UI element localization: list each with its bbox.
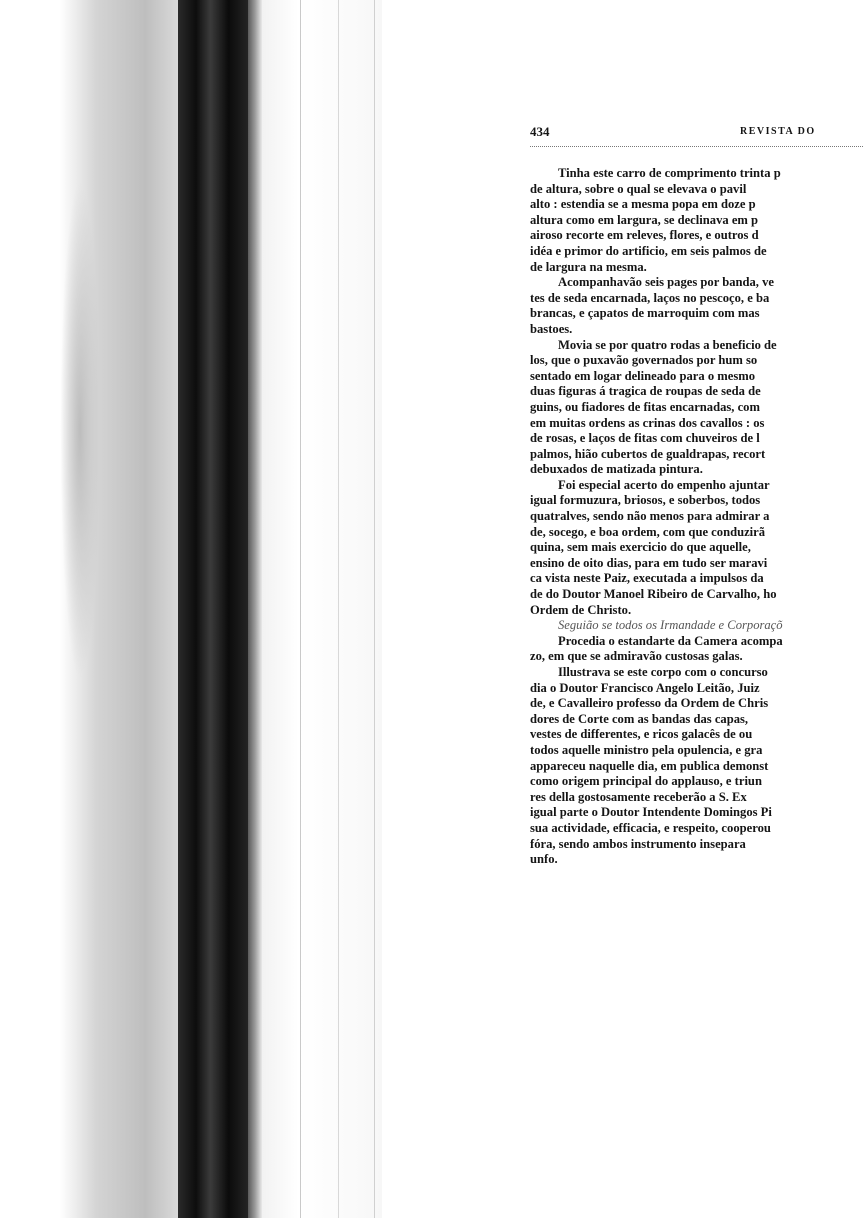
text-line: como origem principal do applauso, e triun bbox=[530, 774, 762, 789]
text-line: brancas, e çapatos de marroquim com mas bbox=[530, 306, 760, 321]
text-line: bastoes. bbox=[530, 321, 573, 336]
text-line: appareceu naquelle dia, em publica demonst bbox=[530, 758, 769, 773]
text-line: dia o Doutor Francisco Angelo Leitão, Juiz bbox=[530, 680, 760, 695]
text-line: zo, em que se admiravão custosas galas. bbox=[530, 649, 743, 664]
text-line: todos aquelle ministro pela opulencia, e gra bbox=[530, 742, 763, 757]
page-edge-line bbox=[300, 0, 301, 1218]
text-line: guins, ou fiadores de fitas encarnadas, com bbox=[530, 399, 760, 414]
text-line: de rosas, e laços de fitas com chuveiros de l bbox=[530, 431, 760, 446]
text-line: fóra, sendo ambos instrumento insepara bbox=[530, 836, 746, 851]
text-line: los, que o puxavão governados por hum so bbox=[530, 353, 758, 368]
text-line: ca vista neste Paiz, executada a impulsos da bbox=[530, 571, 764, 586]
text-line: quatralves, sendo não menos para admirar a bbox=[530, 509, 770, 524]
text-line: altura como em largura, se declinava em p bbox=[530, 212, 759, 227]
text-line: res della gostosamente receberão a S. Ex bbox=[530, 789, 747, 804]
page-edges bbox=[262, 0, 382, 1218]
text-line: debuxados de matizada pintura. bbox=[530, 462, 703, 477]
spine-edge bbox=[248, 0, 262, 1218]
text-line: Illustrava se este corpo com o concurso bbox=[558, 665, 768, 679]
text-line: tes de seda encarnada, laços no pescoço, e ba bbox=[530, 290, 770, 305]
text-line: sua actividade, efficacia, e respeito, cooperou bbox=[530, 820, 771, 835]
text-line: Seguião se todos os Irmandade e Corporaçõ bbox=[558, 618, 783, 633]
text-line: Movia se por quatro rodas a beneficio de bbox=[558, 337, 777, 352]
text-line: Foi especial acerto do empenho ajuntar bbox=[558, 477, 770, 492]
text-line: palmos, hião cubertos de gualdrapas, recort bbox=[530, 446, 766, 461]
text-line: em muitas ordens as crinas dos cavallos : os bbox=[530, 415, 765, 430]
text-line: Tinha este carro de comprimento trinta p bbox=[558, 166, 781, 180]
text-line: de do Doutor Manoel Ribeiro de Carvalho, ho bbox=[530, 587, 777, 602]
header-rule bbox=[530, 146, 863, 148]
book-spine bbox=[178, 0, 250, 1218]
text-line: ensino de oito dias, para em tudo ser maravi bbox=[530, 555, 768, 570]
text-line: airoso recorte em releves, flores, e outros d bbox=[530, 228, 759, 243]
page-edge-line bbox=[338, 0, 339, 1218]
text-line: de altura, sobre o qual se elevava o pavil bbox=[530, 181, 747, 196]
text-line: Procedia o estandarte da Camera acompa bbox=[558, 633, 783, 648]
text-line: de, socego, e boa ordem, com que conduzirã bbox=[530, 524, 766, 539]
running-head: REVISTA DO bbox=[740, 126, 816, 137]
page-header bbox=[530, 124, 863, 144]
text-line: dores de Corte com as bandas das capas, bbox=[530, 711, 749, 726]
text-line: idéa e primor do artificio, em seis palmos de bbox=[530, 243, 767, 258]
page-number: 434 bbox=[530, 124, 550, 139]
text-line: de, e Cavalleiro professo da Ordem de Chris bbox=[530, 696, 769, 711]
text-line: igual parte o Doutor Intendente Domingos Pi bbox=[530, 805, 772, 820]
text-line: alto : estendia se a mesma popa em doze p bbox=[530, 197, 756, 212]
text-line: Ordem de Christo. bbox=[530, 602, 632, 617]
text-line: de largura na mesma. bbox=[530, 259, 647, 274]
text-line: vestes de differentes, e ricos galacês de ou bbox=[530, 727, 753, 742]
text-line: duas figuras á tragica de roupas de seda de bbox=[530, 384, 761, 399]
text-line: sentado em logar delineado para o mesmo bbox=[530, 368, 756, 383]
scan-smudge bbox=[60, 180, 100, 680]
text-line: Acompanhavão seis pages por banda, ve bbox=[558, 275, 774, 290]
text-line: igual formuzura, briosos, e soberbos, todos bbox=[530, 493, 761, 508]
text-line: quina, sem mais exercicio do que aquelle, bbox=[530, 540, 751, 555]
body-text bbox=[530, 166, 863, 868]
text-line: unfo. bbox=[530, 852, 558, 867]
page-edge-line bbox=[374, 0, 375, 1218]
